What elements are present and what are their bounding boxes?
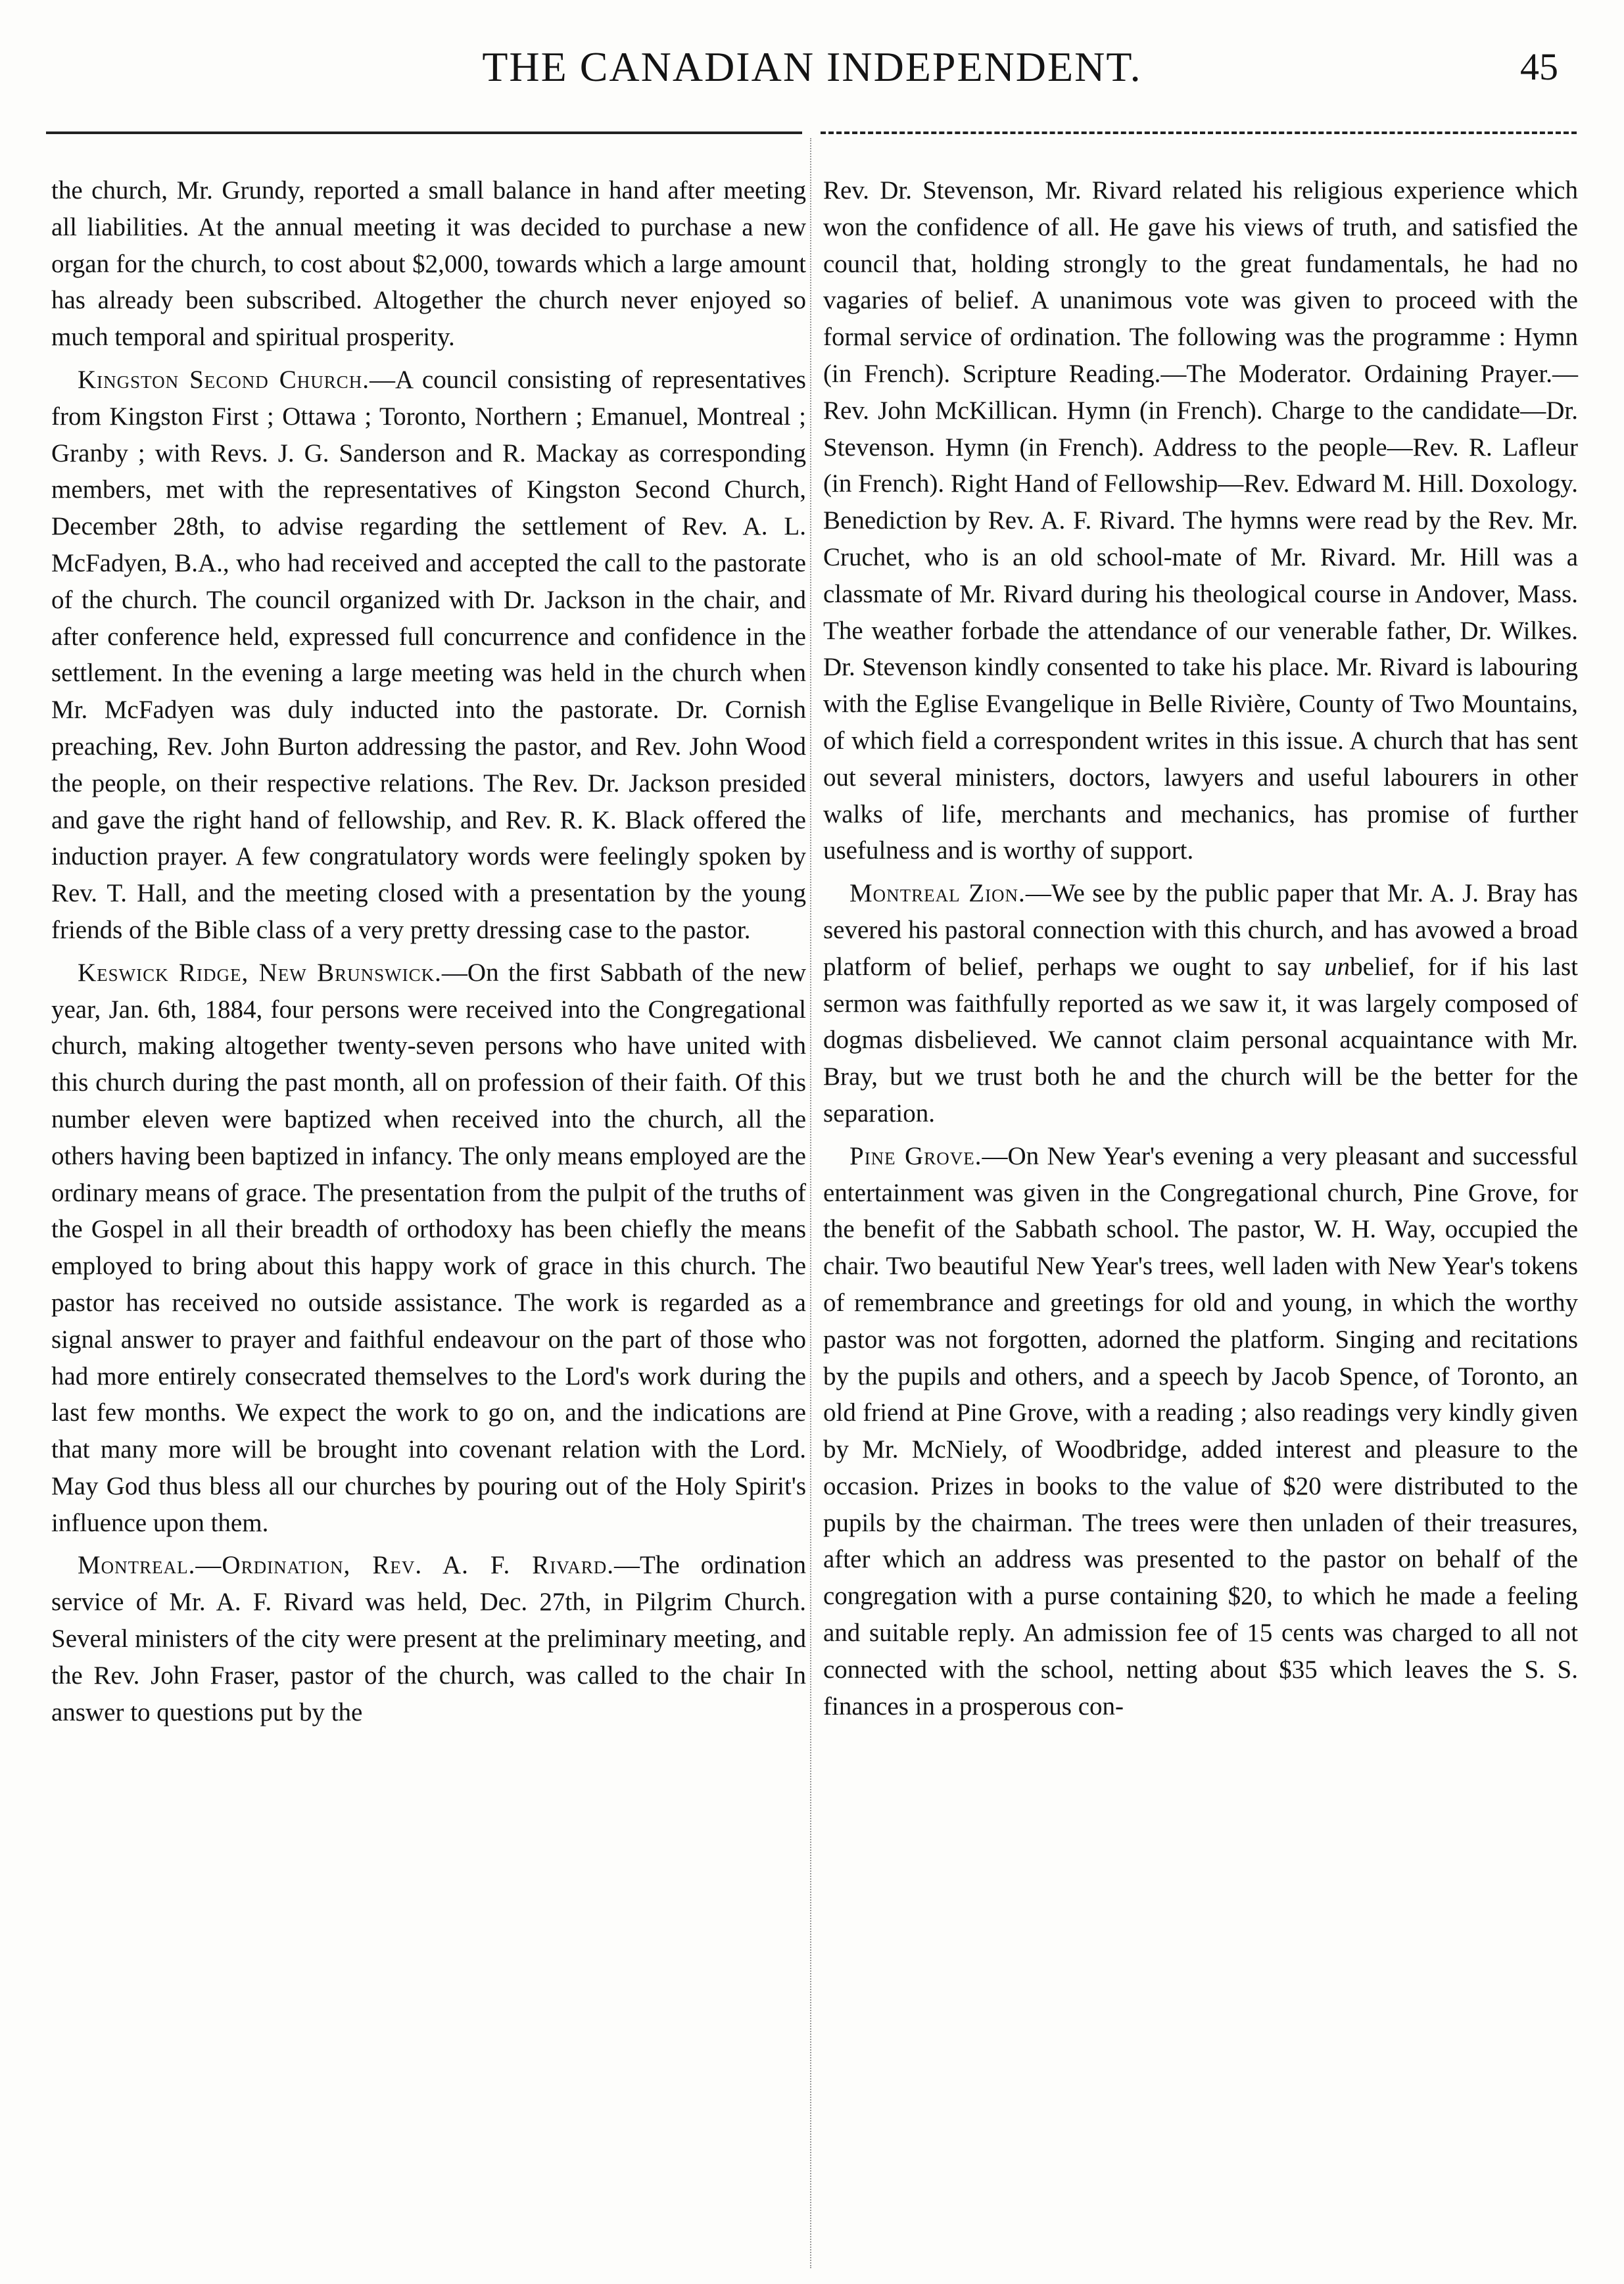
column-divider: [810, 138, 811, 2268]
article-keswick-ridge: [51, 955, 806, 1542]
header-rule-left: [46, 131, 802, 134]
paragraph-text: the church, Mr. Grundy, reported a small balance in hand after meeting all liabilities. At the annual meeting it was decided to purchase a new organ for the church, to cost about $2,000, towards which a large amount has already been subscribed. Altogether the church never enjoyed so much temporal and spiritual prosperity.: [51, 176, 806, 352]
article-montreal-ordination: [51, 1547, 806, 1730]
article-text: —A council consisting of representatives from Kingston First ; Ottawa ; Toronto, Northern ; Emanuel, Montreal ; Granby ; with Revs. J. G. Sanderson and R. Mackay as corresponding members, met with the representatives of Kingston Second Church, December 28th, to advise regarding the settlement of Rev. A. L. McFadyen, B.A., who had received and accepted the call to the pastorate of the church. The council organized with Dr. Jackson in the chair, and after conference held, expressed full concurrence and confidence in the settlement. In the evening a large meeting was held in the church when Mr. McFadyen was duly inducted into the pastorate. Dr. Cornish preaching, Rev. John Burton addressing the pastor, and Rev. John Wood the people, on their respective relations. The Rev. Dr. Jackson presided and gave the right hand of fellowship, and Rev. R. K. Black offered the induction prayer. A few congratulatory words were feelingly spoken by Rev. T. Hall, and the meeting closed with a presentation by the young friends of the Bible class of a very pretty dressing case to the pastor.: [51, 365, 806, 944]
article-heading: Montreal Zion.: [849, 879, 1026, 908]
left-column: [51, 172, 806, 1730]
article-montreal-zion: [823, 875, 1578, 1132]
header-rule-right: [821, 131, 1577, 134]
article-ordination-continued: [823, 172, 1578, 869]
article-kingston-second-church: [51, 362, 806, 949]
article-text: —On New Year's evening a very pleasant and successful entertainment was given in the Congregational church, Pine Grove, for the benefit of the Sabbath school. The pastor, W. H. Way, occupied the chair. Two beautiful New Year's trees, well laden with New Year's tokens of remembrance and greetings for old and young, in which the worthy pastor was not forgotten, adorned the platform. Singing and recitations by the pupils and others, and a speech by Jacob Spence, of Toronto, an old friend at Pine Grove, with a reading ; also readings very kindly given by Mr. McNiely, of Woodbridge, added interest and pleasure to the occasion. Prizes in books to the value of $20 were distributed to the pupils by the chairman. The trees were then unladen of their treasures, after which an address was presented to the pastor on behalf of the congregation with a purse containing $20, to which he made a feeling and suitable reply. An admission fee of 15 cents was charged to all not connected with the school, netting about $35 which leaves the S. S. finances in a prosperous con-: [823, 1141, 1578, 1721]
article-text: —We see by the public paper that Mr. A. J. Bray has severed his pastoral connection with this church, and has avowed a broad platform of belief, perhaps we ought to say: [823, 879, 1578, 981]
article-text: —On the first Sabbath of the new year, Jan. 6th, 1884, four persons were received into the Congregational church, making altogether twenty-seven persons who have united with this church during the past month, all on profession of their faith. Of this number eleven were baptized when received into the church, all the others having been baptized in infancy. The only means employed are the ordinary means of grace. The presentation from the pulpit of the truths of the Gospel in all their breadth of orthodoxy has been chiefly the means employed to bring about this happy work of grace in this church. The pastor has received no outside assistance. The work is regarded as a signal answer to prayer and faithful endeavour on the part of those who had more entirely consecrated themselves to the Lord's work during the last few months. We expect the work to go on, and the indications are that many more will be brought into covenant relation with the Lord. May God thus bless all our churches by pouring out of the Holy Spirit's influence upon them.: [51, 958, 807, 1537]
article-text: Rev. Dr. Stevenson, Mr. Rivard related his religious experience which won the confidence of all. He gave his views of truth, and satisfied the council that, holding strongly to the great fundamentals, he had no vagaries of belief. A unanimous vote was given to proceed with the formal service of ordination. The following was the programme : Hymn (in French). Scripture Reading.—The Moderator. Ordaining Prayer.—Rev. John McKillican. Hymn (in French). Charge to the candidate—Dr. Stevenson. Hymn (in French). Address to the people—Rev. R. Lafleur (in French). Right Hand of Fellowship—Rev. Edward M. Hill. Doxology. Benediction by Rev. A. F. Rivard. The hymns were read by the Rev. Mr. Cruchet, who is an old school-mate of Mr. Rivard. Mr. Hill was a classmate of Mr. Rivard during his theological course in Andover, Mass. The weather forbade the attendance of our venerable father, Dr. Wilkes. Dr. Stevenson kindly consented to take his place. Mr. Rivard is labouring with the Eglise Evangelique in Belle Rivière, County of Two Mountains, of which field a correspondent writes in this issue. A church that has sent out several ministers, doctors, lawyers and useful labourers in other walks of life, merchants and mechanics, has promise of further usefulness and is worthy of support.: [823, 176, 1578, 865]
article-pine-grove: [823, 1138, 1578, 1725]
right-column: [823, 172, 1578, 1725]
article-text: belief, for if his last sermon was faithfully reported as we saw it, it was largely composed of dogmas disbelieved. We cannot claim personal acquaintance with Mr. Bray, but we trust both he and the church will be the better for the separation.: [823, 952, 1578, 1128]
article-heading: Montreal.—Ordination, Rev. A. F. Rivard.: [78, 1551, 615, 1580]
emphasis-text: un: [1324, 952, 1350, 981]
article-heading: Keswick Ridge, New Brunswick.: [78, 958, 442, 987]
article-paragraph-grundy: [51, 172, 806, 356]
article-heading: Pine Grove.: [849, 1141, 982, 1170]
page-number: 45: [1520, 45, 1558, 88]
article-heading: Kingston Second Church.: [78, 365, 370, 394]
page-title: THE CANADIAN INDEPENDENT.: [482, 43, 1142, 90]
article-text: —The ordination service of Mr. A. F. Rivard was held, Dec. 27th, in Pilgrim Church. Several ministers of the city were present at the preliminary meeting, and the Rev. John Fraser, pastor of the church, was called to the chair In answer to questions put by the: [51, 1551, 807, 1726]
